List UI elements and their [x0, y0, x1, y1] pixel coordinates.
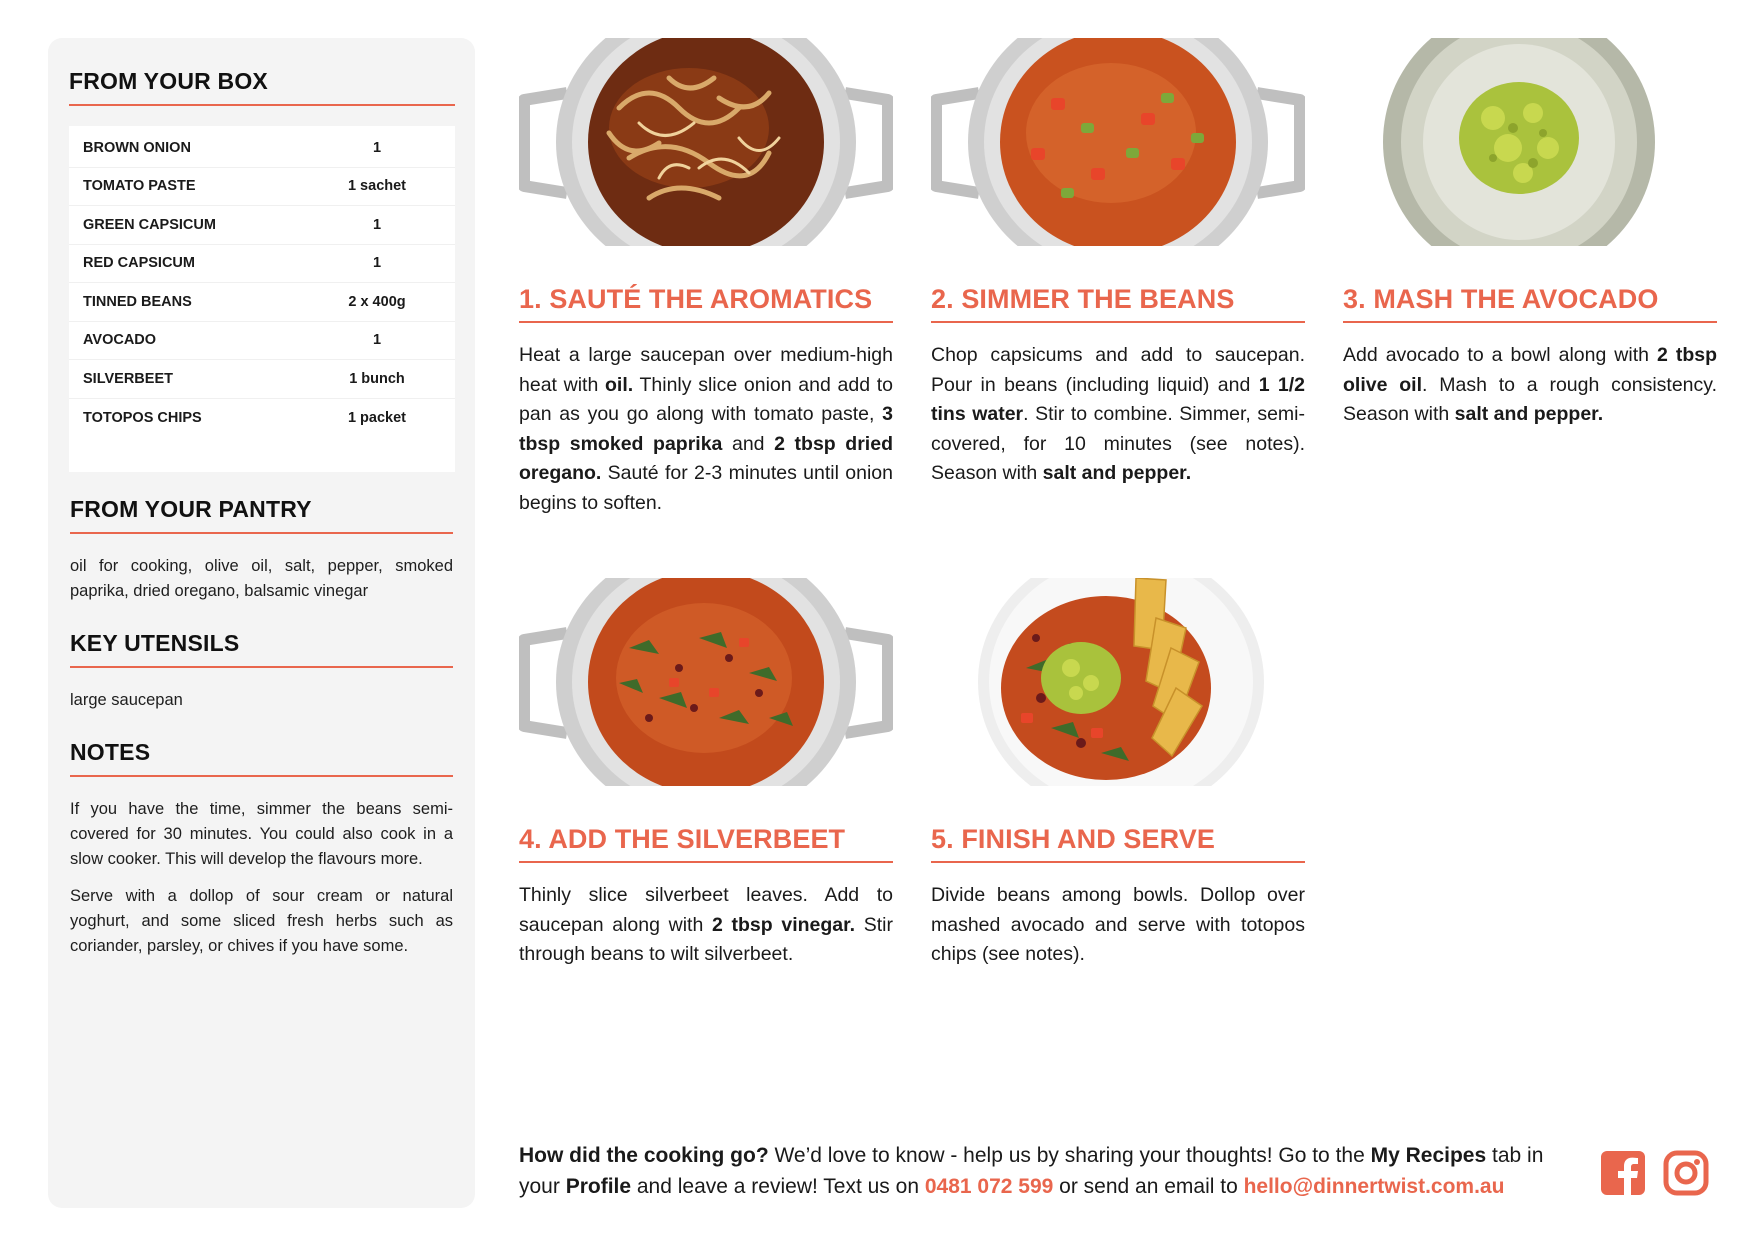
item-qty: 1 bunch: [349, 370, 405, 387]
item-name: TOMATO PASTE: [83, 178, 196, 195]
item-name: RED CAPSICUM: [83, 255, 195, 272]
item-qty: 1: [372, 139, 382, 156]
step-5-text: Divide beans among bowls. Dollop over mashed avocado and serve with totopos chips (see notes).: [931, 884, 1305, 965]
item-qty: 1: [372, 255, 382, 272]
item-qty: 1 packet: [347, 409, 407, 426]
table-row: [69, 206, 455, 245]
step-2-text: Chop capsicums and add to saucepan. Pour in beans (including liquid) and 1 1/2 tins water. Stir to combine. Simmer, semi-covered, for 10 minutes (see notes). Season with salt and pepper.: [931, 344, 1305, 484]
step-2-title: 2. SIMMER THE BEANS: [931, 284, 1305, 323]
step-1-photo: [519, 38, 893, 246]
profile-label: Profile: [565, 1175, 632, 1198]
ingredients-sidebar: [48, 38, 475, 1208]
table-row: [69, 245, 455, 284]
step-2-photo: [931, 38, 1305, 246]
facebook-icon[interactable]: [1600, 1150, 1646, 1196]
step-3-text: Add avocado to a bowl along with 2 tbsp olive oil. Mash to a rough consistency. Season with salt and pepper.: [1343, 344, 1717, 425]
step-1-text: Heat a large saucepan over medium-high heat with oil. Thinly slice onion and add to pan as you go along with tomato paste, 3 tbsp smoked paprika and 2 tbsp dried oregano. Sauté for 2-3 minutes until onion begins to soften.: [519, 344, 893, 514]
from-your-box-title: FROM YOUR BOX: [69, 68, 455, 106]
item-qty: 1: [372, 216, 382, 233]
table-row: [69, 168, 455, 207]
from-your-pantry-title: FROM YOUR PANTRY: [70, 496, 453, 534]
item-name: TINNED BEANS: [83, 293, 192, 310]
step-3-title: 3. MASH THE AVOCADO: [1343, 284, 1717, 323]
utensils-text: large saucepan: [70, 691, 183, 709]
item-qty: 2 x 400g: [348, 293, 406, 310]
email-link[interactable]: hello@dinnertwist.com.au: [1243, 1175, 1505, 1198]
key-utensils-title: KEY UTENSILS: [70, 630, 453, 668]
item-name: TOTOPOS CHIPS: [83, 409, 202, 426]
item-name: SILVERBEET: [83, 370, 173, 387]
step-4-title: 4. ADD THE SILVERBEET: [519, 824, 893, 863]
step-4-photo: [519, 578, 893, 786]
pantry-section: [69, 496, 455, 959]
step-4-text: Thinly slice silverbeet leaves. Add to saucepan along with 2 tbsp vinegar. Stir through beans to wilt silverbeet.: [519, 884, 894, 965]
step-5-photo: [931, 578, 1305, 786]
item-qty: 1: [372, 332, 382, 349]
item-name: AVOCADO: [83, 332, 157, 349]
step-3-photo: [1343, 38, 1717, 246]
step-3: [1343, 38, 1717, 430]
table-row: [69, 399, 455, 438]
feedback-question: How did the cooking go?: [519, 1144, 769, 1167]
item-qty: 1 sachet: [347, 178, 407, 195]
item-name: GREEN CAPSICUM: [83, 216, 216, 233]
step-1: [519, 38, 893, 518]
step-5-title: 5. FINISH AND SERVE: [931, 824, 1305, 863]
item-name: BROWN ONION: [83, 139, 191, 156]
step-1-title: 1. SAUTÉ THE AROMATICS: [519, 284, 893, 323]
note-paragraph: Serve with a dollop of sour cream or natural yoghurt, and some sliced fresh herbs such as coriander, parsley, or chives if you have some.: [70, 887, 453, 955]
table-row: [69, 129, 455, 168]
table-row: [69, 360, 455, 399]
instagram-icon[interactable]: [1663, 1150, 1709, 1196]
table-row: [69, 283, 455, 322]
phone-number-link[interactable]: 0481 072 599: [924, 1175, 1054, 1198]
box-items-table: [69, 126, 455, 472]
step-4: [519, 578, 893, 970]
notes-title: NOTES: [70, 739, 453, 777]
feedback-footer: How did the cooking go? We’d love to know - help us by sharing your thoughts! Go to the My Recipes tab in your Profile and leave a review! Text us on 0481 072 599 or send an email to hello@dinnertwist.com.au: [519, 1144, 1544, 1198]
note-paragraph: If you have the time, simmer the beans semi-covered for 30 minutes. You could also cook in a slow cooker. This will develop the flavours more.: [70, 800, 453, 868]
table-row: [69, 322, 455, 361]
step-2: [931, 38, 1305, 489]
step-5: [931, 578, 1305, 970]
my-recipes-label: My Recipes: [1370, 1144, 1487, 1167]
pantry-text: oil for cooking, olive oil, salt, pepper, smoked paprika, dried oregano, balsamic vinegar: [70, 557, 453, 600]
